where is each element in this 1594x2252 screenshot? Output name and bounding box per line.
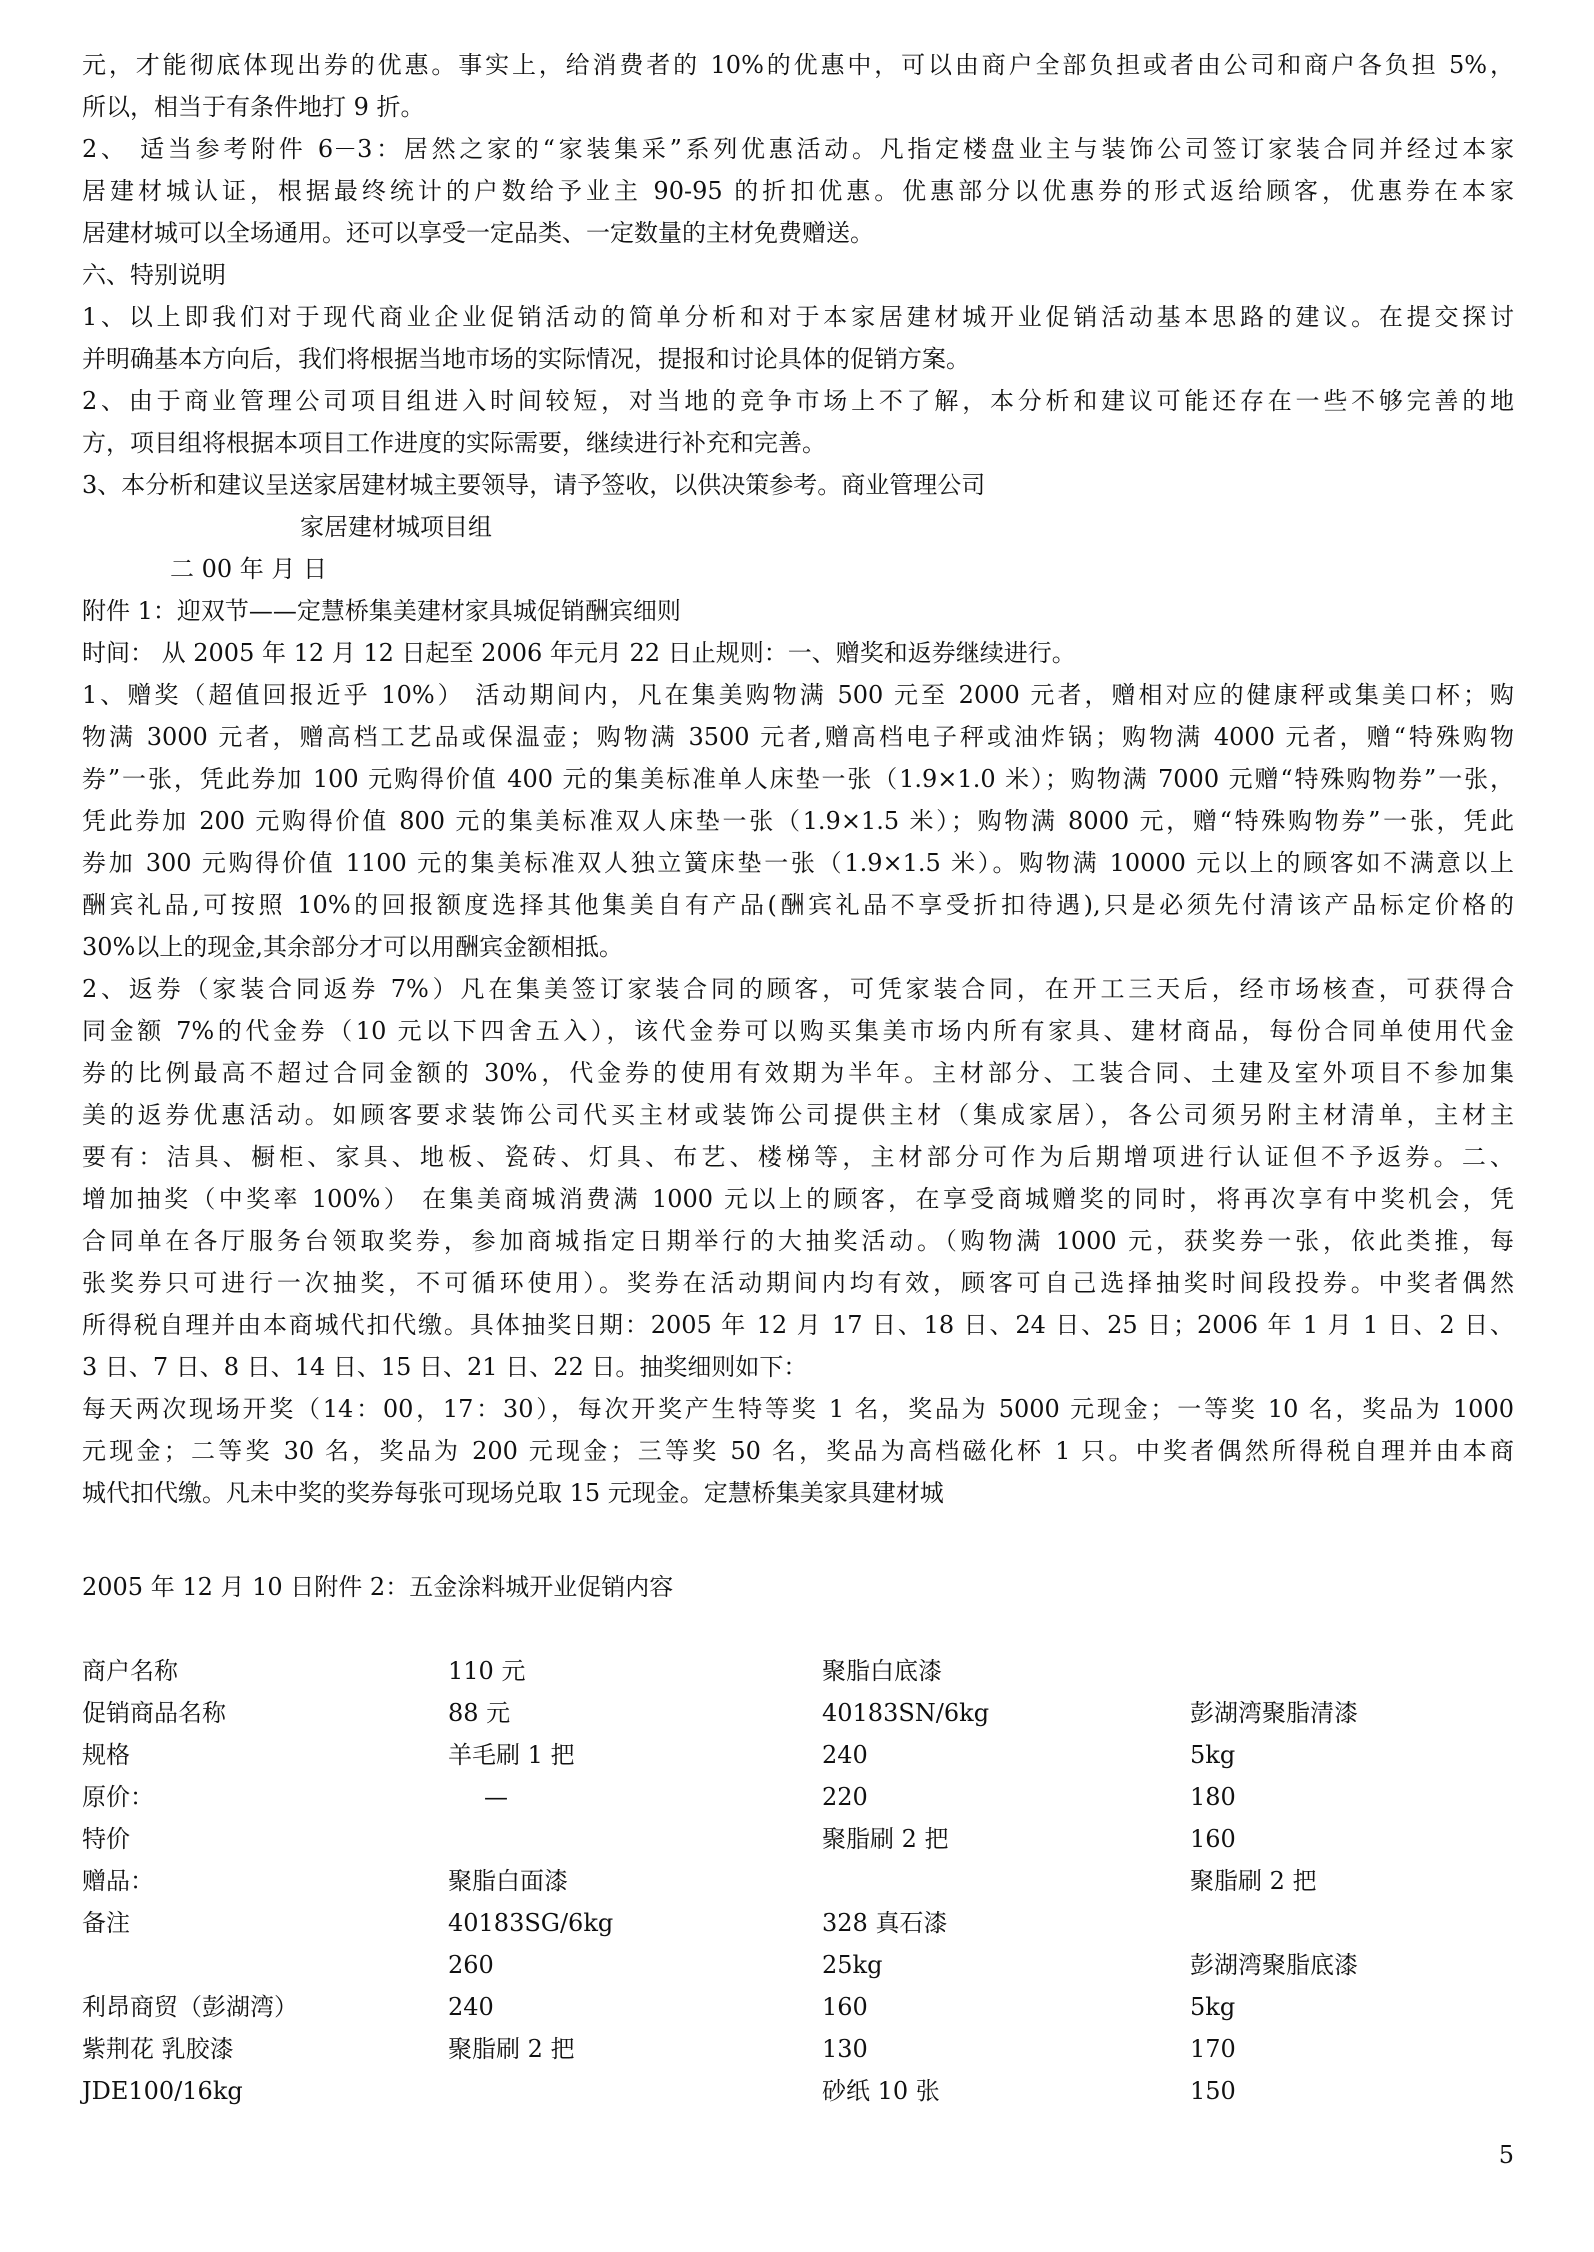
table-cell: 商户名称	[82, 1657, 178, 1685]
paragraph-line: 合同单在各厅服务台领取奖券，参加商城指定日期举行的大抽奖活动。（购物满 1000 元，获奖券一张，依此类推，每	[82, 1227, 1514, 1255]
paragraph-line: 30%以上的现金,其余部分才可以用酬宾金额相抵。	[82, 933, 623, 961]
table-cell: 砂纸 10 张	[822, 2077, 940, 2105]
paragraph-line: 1、以上即我们对于现代商业企业促销活动的简单分析和对于本家居建材城开业促销活动基本思路的建议。在提交探讨	[82, 303, 1514, 331]
paragraph-line: 美的返券优惠活动。如顾客要求装饰公司代买主材或装饰公司提供主材（集成家居），各公司须另附主材清单，主材主	[82, 1101, 1514, 1129]
paragraph-line: 元现金；二等奖 30 名，奖品为 200 元现金；三等奖 50 名，奖品为高档磁化杯 1 只。中奖者偶然所得税自理并由本商	[82, 1437, 1514, 1465]
table-cell: 40183SG/6kg	[448, 1909, 614, 1937]
signature-line: 家居建材城项目组	[300, 513, 492, 541]
table-cell: 聚脂刷 2 把	[1190, 1867, 1317, 1895]
paragraph-line: 3 日、7 日、8 日、14 日、15 日、21 日、22 日。抽奖细则如下：	[82, 1353, 808, 1381]
paragraph-line: 所得税自理并由本商城代扣代缴。具体抽奖日期：2005 年 12 月 17 日、18 日、24 日、25 日；2006 年 1 月 1 日、2 日、	[82, 1311, 1514, 1339]
table-cell: —	[484, 1783, 508, 1811]
paragraph-line: 券”一张，凭此券加 100 元购得价值 400 元的集美标准单人床垫一张（1.9×1.0 米）；购物满 7000 元赠“特殊购物券”一张，	[82, 765, 1514, 793]
table-cell: 130	[822, 2035, 868, 2063]
paragraph-line: 2、由于商业管理公司项目组进入时间较短，对当地的竞争市场上不了解，本分析和建议可能还存在一些不够完善的地	[82, 387, 1514, 415]
paragraph-line: 并明确基本方向后，我们将根据当地市场的实际情况，提报和讨论具体的促销方案。	[82, 345, 970, 373]
table-cell: 110 元	[448, 1657, 526, 1685]
paragraph-line: 城代扣代缴。凡未中奖的奖券每张可现场兑取 15 元现金。定慧桥集美家具建材城	[82, 1479, 944, 1507]
table-cell: 170	[1190, 2035, 1236, 2063]
section-heading: 六、特别说明	[82, 261, 226, 289]
table-cell: 88 元	[448, 1699, 511, 1727]
table-cell: 聚脂刷 2 把	[822, 1825, 949, 1853]
paragraph-line: 券加 300 元购得价值 1100 元的集美标准双人独立簧床垫一张（1.9×1.5 米）。购物满 10000 元以上的顾客如不满意以上	[82, 849, 1514, 877]
paragraph-line: 物满 3000 元者，赠高档工艺品或保温壶；购物满 3500 元者,赠高档电子秤或油炸锅；购物满 4000 元者，赠“特殊购物	[82, 723, 1514, 751]
paragraph-line: 每天两次现场开奖（14：00，17：30），每次开奖产生特等奖 1 名，奖品为 5000 元现金；一等奖 10 名，奖品为 1000	[82, 1395, 1514, 1423]
table-cell: 特价	[82, 1825, 130, 1853]
table-cell: 彭湖湾聚脂清漆	[1190, 1699, 1358, 1727]
paragraph-line: 张奖券只可进行一次抽奖，不可循环使用）。奖券在活动期间内均有效，顾客可自己选择抽奖时间段投券。中奖者偶然	[82, 1269, 1514, 1297]
table-cell: 25kg	[822, 1951, 883, 1979]
page-number: 5	[1498, 2141, 1514, 2169]
table-cell: 紫荆花 乳胶漆	[82, 2035, 234, 2063]
table-cell: 聚脂刷 2 把	[448, 2035, 575, 2063]
table-cell: 240	[448, 1993, 494, 2021]
table-cell: 220	[822, 1783, 868, 1811]
table-cell: 利昂商贸（彭湖湾）	[82, 1993, 298, 2021]
table-cell: 40183SN/6kg	[822, 1699, 990, 1727]
table-cell: 聚脂白底漆	[822, 1657, 942, 1685]
table-cell: 原价：	[82, 1783, 154, 1811]
paragraph-line: 方，项目组将根据本项目工作进度的实际需要，继续进行补充和完善。	[82, 429, 826, 457]
paragraph-line: 酬宾礼品,可按照 10%的回报额度选择其他集美自有产品(酬宾礼品不享受折扣待遇),只是必须先付清该产品标定价格的	[82, 891, 1514, 919]
date-line: 二 00 年 月 日	[170, 555, 328, 583]
table-cell: 规格	[82, 1741, 130, 1769]
paragraph-line: 要有：洁具、橱柜、家具、地板、瓷砖、灯具、布艺、楼梯等，主材部分可作为后期增项进行认证但不予返券。二、	[82, 1143, 1514, 1171]
table-cell: 5kg	[1190, 1993, 1236, 2021]
paragraph-line: 1、赠奖（超值回报近乎 10%） 活动期间内，凡在集美购物满 500 元至 2000 元者，赠相对应的健康秤或集美口杯；购	[82, 681, 1514, 709]
table-cell: 5kg	[1190, 1741, 1236, 1769]
paragraph-line: 同金额 7%的代金券（10 元以下四舍五入），该代金券可以购买集美市场内所有家具、建材商品，每份合同单使用代金	[82, 1017, 1514, 1045]
paragraph-line: 2、 适当参考附件 6－3：居然之家的“家装集采”系列优惠活动。凡指定楼盘业主与装饰公司签订家装合同并经过本家	[82, 135, 1514, 163]
table-cell: 促销商品名称	[82, 1699, 226, 1727]
paragraph-line: 增加抽奖（中奖率 100%） 在集美商城消费满 1000 元以上的顾客，在享受商城赠奖的同时，将再次享有中奖机会，凭	[82, 1185, 1514, 1213]
paragraph-line: 时间： 从 2005 年 12 月 12 日起至 2006 年元月 22 日止规则：一、赠奖和返券继续进行。	[82, 639, 1076, 667]
table-cell: 328 真石漆	[822, 1909, 948, 1937]
attachment-title: 2005 年 12 月 10 日附件 2：五金涂料城开业促销内容	[82, 1573, 674, 1601]
paragraph-line: 所以，相当于有条件地打 9 折。	[82, 93, 425, 121]
table-cell: 聚脂白面漆	[448, 1867, 568, 1895]
table-cell: 备注	[82, 1909, 130, 1937]
table-cell: 彭湖湾聚脂底漆	[1190, 1951, 1358, 1979]
paragraph-line: 2、返券（家装合同返券 7%）凡在集美签订家装合同的顾客，可凭家装合同，在开工三天后，经市场核查，可获得合	[82, 975, 1514, 1003]
paragraph-line: 居建材城可以全场通用。还可以享受一定品类、一定数量的主材免费赠送。	[82, 219, 874, 247]
table-cell: 180	[1190, 1783, 1236, 1811]
paragraph-line: 居建材城认证，根据最终统计的户数给予业主 90-95 的折扣优惠。优惠部分以优惠券的形式返给顾客，优惠券在本家	[82, 177, 1514, 205]
paragraph-line: 3、本分析和建议呈送家居建材城主要领导，请予签收，以供决策参考。商业管理公司	[82, 471, 986, 499]
table-cell: 160	[822, 1993, 868, 2021]
table-cell: 150	[1190, 2077, 1236, 2105]
attachment-title: 附件 1：迎双节——定慧桥集美建材家具城促销酬宾细则	[82, 597, 681, 625]
table-cell: 240	[822, 1741, 868, 1769]
table-cell: 羊毛刷 1 把	[448, 1741, 575, 1769]
table-cell: JDE100/16kg	[82, 2077, 243, 2105]
paragraph-line: 券的比例最高不超过合同金额的 30%，代金券的使用有效期为半年。主材部分、工装合同、土建及室外项目不参加集	[82, 1059, 1514, 1087]
table-cell: 赠品：	[82, 1867, 154, 1895]
paragraph-line: 元，才能彻底体现出券的优惠。事实上，给消费者的 10%的优惠中，可以由商户全部负担或者由公司和商户各负担 5%，	[82, 51, 1514, 79]
table-cell: 160	[1190, 1825, 1236, 1853]
table-cell: 260	[448, 1951, 494, 1979]
paragraph-line: 凭此券加 200 元购得价值 800 元的集美标准双人床垫一张（1.9×1.5 米）；购物满 8000 元，赠“特殊购物券”一张，凭此	[82, 807, 1514, 835]
